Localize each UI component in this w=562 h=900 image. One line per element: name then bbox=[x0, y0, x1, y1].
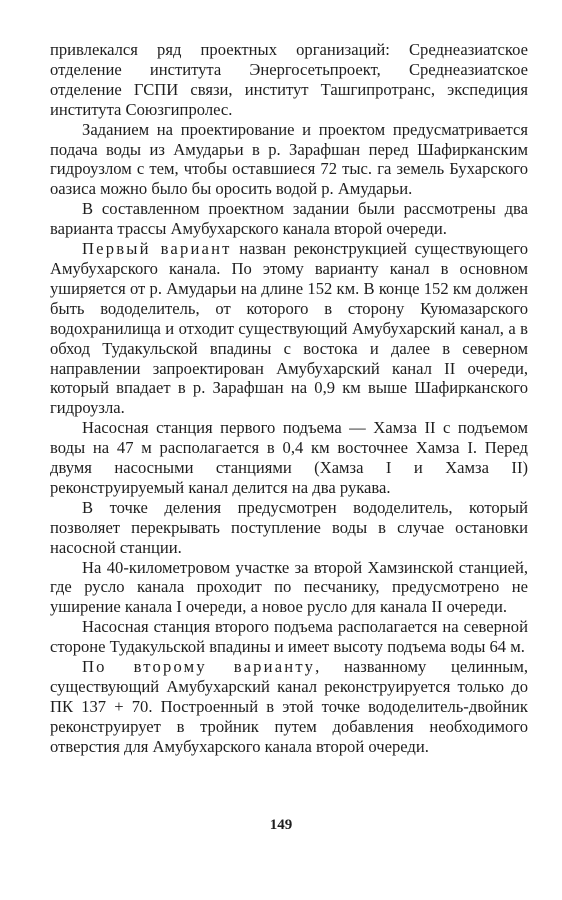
paragraph-6-text: В точке деления предусмотрен вододелитель, который позволяет перекрывать поступление воды в случае остановки насосной станции. bbox=[50, 497, 528, 557]
paragraph-1 bbox=[50, 40, 528, 120]
paragraph-5-text: Насосная станция первого подъема — Хамза II с подъемом воды на 47 м располагается в 0,4 км восточнее Хамза I. Перед двумя насосными станциями (Хамза I и Хамза II) реконструируемый канал делится на два рукава. bbox=[50, 418, 528, 497]
paragraph-9-text: , названному целинным, существующий Амубухарский канал реконструируется только до ПК 137 + 70. Построенный в этой точке вододелитель-двойник реконструирует в тройник путем добавления необходимого отверстия для Амубухарского канала второй очереди. bbox=[50, 657, 529, 756]
page-text-body bbox=[50, 40, 528, 757]
paragraph-1-text: привлекался ряд проектных организаций: Среднеазиатское отделение института Энергосетьпроект, Среднеазиатское отделение ГСПИ связи, институт Ташгипротранс, экспедиция института Союзгипролес. bbox=[50, 40, 528, 119]
paragraph-8 bbox=[50, 617, 528, 657]
paragraph-2 bbox=[50, 120, 528, 200]
paragraph-4-lead: Первый вариант bbox=[82, 239, 232, 259]
paragraph-2-text: Заданием на проектирование и проектом предусматривается подача воды из Амударьи в р. Зарафшан перед Шафирканским гидроузлом с тем, чтобы оставшиеся 72 тыс. га земель Бухарского оазиса можно было бы оросить водой р. Амударьи. bbox=[50, 119, 528, 199]
paragraph-4-text: назван реконструкцией существующего Амубухарского канала. По этому варианту канал в основном уширяется от р. Амударьи на длине 152 км. В конце 152 км должен быть вододелитель, от которого в сторону Куюмазарского водохранилища и отходит существующий Амубухарский канал, а в обход Тудакульской впадины с востока и далее в северном направлении запроектирован Амубухарский канал II очереди, который впадает в р. Зарафшан на 0,9 км выше Шафирканского гидроузла. bbox=[50, 239, 528, 418]
paragraph-9-lead: По второму варианту bbox=[82, 657, 316, 677]
paragraph-5 bbox=[50, 418, 528, 498]
paragraph-8-text: Насосная станция второго подъема располагается на северной стороне Тудакульской впадины и имеет высоту подъема воды 64 м. bbox=[50, 617, 528, 657]
paragraph-7-text: На 40-километровом участке за второй Хамзинской станцией, где русло канала проходит по песчанику, предусмотрено не уширение канала I очереди, а новое русло для канала II очереди. bbox=[50, 557, 528, 617]
page-number: 149 bbox=[269, 817, 293, 833]
paragraph-9 bbox=[50, 657, 528, 757]
paragraph-6 bbox=[50, 498, 528, 558]
paragraph-3 bbox=[50, 199, 528, 239]
paragraph-7 bbox=[50, 558, 528, 618]
paragraph-4 bbox=[50, 239, 528, 418]
paragraph-3-text: В составленном проектном задании были рассмотрены два варианта трассы Амубухарского канала второй очереди. bbox=[50, 199, 528, 239]
